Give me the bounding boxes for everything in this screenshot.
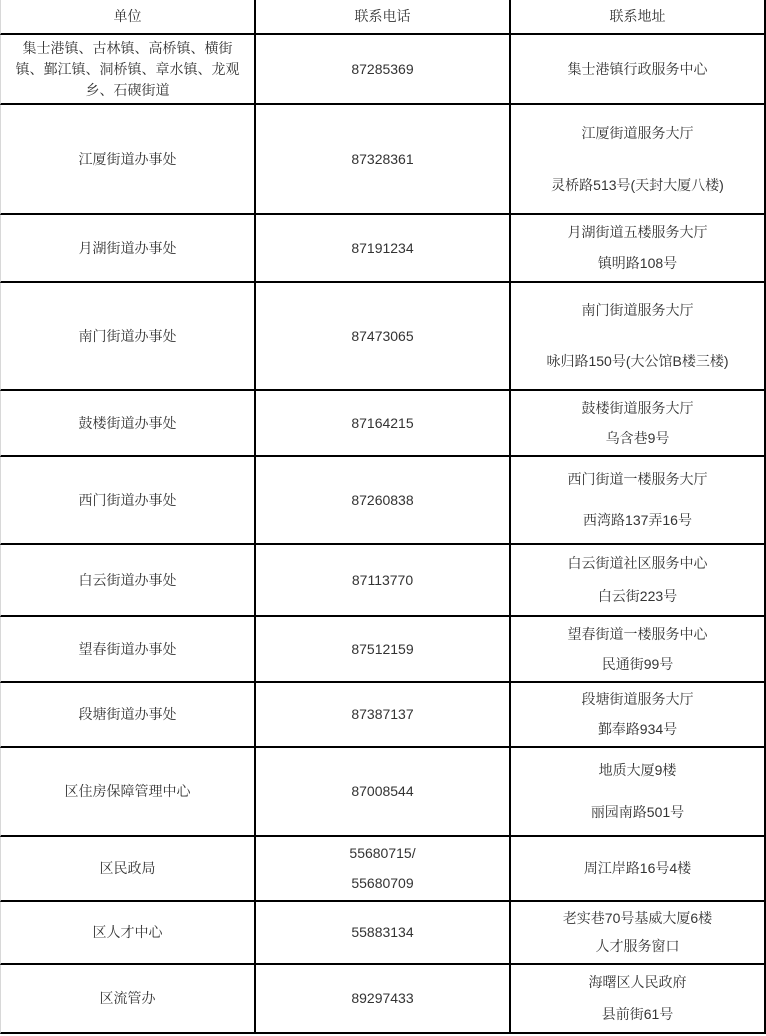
phone-cell-line: 87285369	[351, 60, 414, 77]
address-cell-line: 县前街61号	[601, 1005, 674, 1022]
phone-cell-line: 87164215	[351, 414, 414, 431]
address-cell-line: 老实巷70号基威大厦6楼	[562, 909, 713, 926]
phone-cell	[256, 902, 511, 965]
header-phone	[256, 0, 511, 35]
unit-cell	[0, 283, 256, 391]
address-cell-line: 乌含巷9号	[605, 429, 670, 446]
phone-cell-line: 87260838	[351, 491, 414, 508]
address-cell	[511, 215, 766, 283]
address-cell	[511, 683, 766, 748]
address-cell	[511, 457, 766, 545]
address-cell	[511, 545, 766, 617]
header-phone-label: 联系电话	[354, 8, 411, 24]
phone-cell	[256, 683, 511, 748]
phone-cell	[256, 748, 511, 837]
unit-cell	[0, 965, 256, 1034]
phone-cell	[256, 545, 511, 617]
address-cell-line: 段塘街道服务大厅	[581, 691, 694, 708]
phone-cell	[256, 965, 511, 1034]
address-cell-line: 人才服务窗口	[595, 938, 680, 955]
address-cell-line: 民通街99号	[601, 655, 674, 672]
unit-cell	[0, 457, 256, 545]
phone-cell-line: 87113770	[351, 571, 414, 588]
unit-cell	[0, 105, 256, 215]
unit-cell	[0, 902, 256, 965]
phone-cell	[256, 457, 511, 545]
address-cell-line: 灵桥路513号(天封大厦八楼)	[551, 176, 724, 193]
phone-cell-line: 87008544	[351, 783, 414, 799]
address-cell	[511, 902, 766, 965]
address-cell-line: 西湾路137弄16号	[583, 512, 692, 528]
unit-cell-line: 集士港镇、古林镇、高桥镇、横街镇、鄞江镇、洞桥镇、章水镇、龙观乡、石碶街道	[15, 39, 240, 98]
unit-cell-line: 段塘街道办事处	[78, 706, 177, 722]
header-address	[511, 0, 766, 35]
unit-cell-line: 南门街道办事处	[78, 327, 177, 344]
phone-cell-line: 87191234	[351, 239, 414, 256]
address-cell	[511, 837, 766, 902]
unit-cell-line: 西门街道办事处	[78, 491, 177, 508]
phone-cell	[256, 283, 511, 391]
phone-cell-line: 55680709	[351, 874, 414, 891]
unit-cell-line: 江厦街道办事处	[78, 150, 177, 167]
unit-cell-line: 区人才中心	[92, 924, 163, 940]
header-unit-label: 单位	[113, 8, 142, 24]
unit-cell-line: 区流管办	[99, 990, 156, 1006]
address-cell	[511, 391, 766, 457]
unit-cell	[0, 837, 256, 902]
unit-cell	[0, 683, 256, 748]
unit-cell	[0, 545, 256, 617]
address-cell	[511, 748, 766, 837]
address-cell-line: 集士港镇行政服务中心	[567, 60, 708, 77]
phone-cell-line: 55680715/	[349, 845, 416, 862]
phone-cell	[256, 215, 511, 283]
phone-cell-line: 55883134	[351, 924, 414, 940]
address-cell	[511, 965, 766, 1034]
address-cell-line: 西门街道一楼服务大厅	[567, 471, 708, 487]
phone-cell-line: 87328361	[351, 150, 414, 167]
address-cell-line: 鼓楼街道服务大厅	[581, 399, 694, 416]
header-unit	[0, 0, 256, 35]
unit-cell	[0, 617, 256, 683]
address-cell	[511, 35, 766, 105]
phone-cell	[256, 837, 511, 902]
address-cell-line: 咏归路150号(大公馆B楼三楼)	[546, 353, 729, 369]
phone-cell-line: 87387137	[351, 706, 414, 722]
unit-cell-line: 区民政局	[99, 860, 156, 876]
phone-cell	[256, 35, 511, 105]
address-cell-line: 南门街道服务大厅	[581, 302, 694, 318]
unit-cell-line: 白云街道办事处	[78, 571, 177, 588]
unit-cell-line: 鼓楼街道办事处	[78, 414, 177, 431]
address-cell	[511, 105, 766, 215]
address-cell-line: 鄞奉路934号	[597, 720, 678, 737]
unit-cell-line: 月湖街道办事处	[78, 239, 177, 256]
unit-cell	[0, 748, 256, 837]
phone-cell-line: 87473065	[351, 327, 414, 344]
address-cell	[511, 283, 766, 391]
address-cell-line: 月湖街道五楼服务大厅	[567, 224, 708, 240]
unit-cell	[0, 391, 256, 457]
phone-cell	[256, 617, 511, 683]
address-cell-line: 周江岸路16号4楼	[583, 860, 692, 876]
phone-cell	[256, 105, 511, 215]
header-address-label: 联系地址	[609, 8, 666, 24]
address-cell-line: 海曙区人民政府	[588, 974, 687, 991]
address-cell-line: 镇明路108号	[597, 255, 678, 271]
address-cell	[511, 617, 766, 683]
phone-cell-line: 87512159	[351, 640, 414, 657]
address-cell-line: 江厦街道服务大厅	[581, 124, 694, 141]
unit-cell	[0, 215, 256, 283]
unit-cell-line: 望春街道办事处	[78, 640, 177, 657]
address-cell-line: 丽园南路501号	[590, 803, 685, 820]
phone-cell	[256, 391, 511, 457]
address-cell-line: 白云街道社区服务中心	[567, 555, 708, 571]
address-cell-line: 白云街223号	[597, 588, 678, 604]
address-cell-line: 望春街道一楼服务中心	[567, 625, 708, 642]
phone-cell-line: 89297433	[351, 990, 414, 1006]
unit-cell	[0, 35, 256, 105]
unit-cell-line: 区住房保障管理中心	[64, 783, 191, 799]
address-cell-line: 地质大厦9楼	[598, 762, 677, 779]
